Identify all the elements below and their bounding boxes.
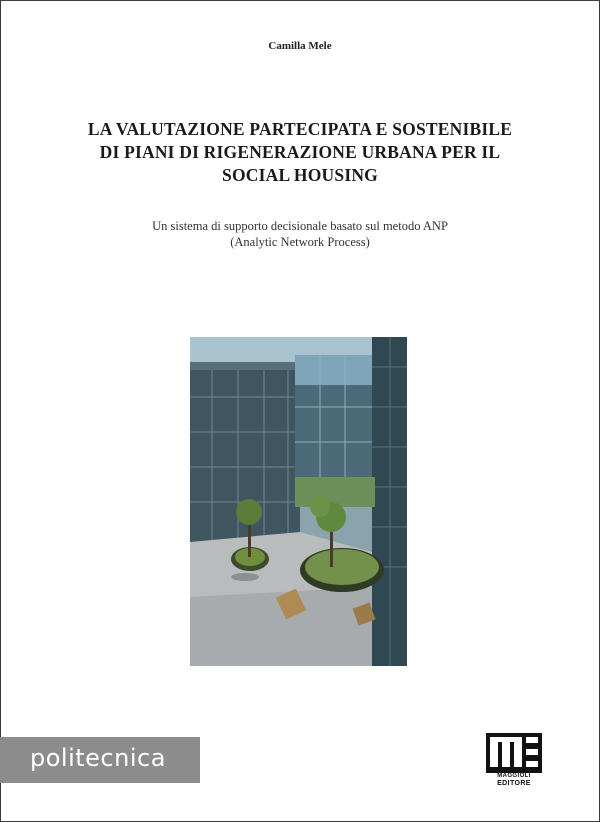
publisher-logo-text: MAGGIOLI — [497, 773, 531, 779]
publisher-name — [486, 773, 542, 787]
subtitle-line-1: Un sistema di supporto decisionale basato sul metodo ANP — [152, 219, 448, 233]
courtyard-photo-illustration — [190, 337, 407, 666]
subtitle-line-2: (Analytic Network Process) — [230, 235, 370, 249]
book-title — [30, 118, 570, 187]
cover-photo — [190, 337, 407, 666]
book-subtitle — [60, 218, 540, 250]
maggioli-logo-icon — [486, 733, 542, 773]
publisher-imprint: EDITORE — [497, 780, 531, 787]
title-line-2: DI PIANI DI RIGENERAZIONE URBANA PER IL — [99, 142, 501, 162]
series-name: politecnica — [30, 744, 166, 772]
title-line-3: SOCIAL HOUSING — [222, 165, 378, 185]
author-name: Camilla Mele — [268, 40, 332, 52]
title-line-1: LA VALUTAZIONE PARTECIPATA E SOSTENIBILE — [87, 119, 513, 139]
